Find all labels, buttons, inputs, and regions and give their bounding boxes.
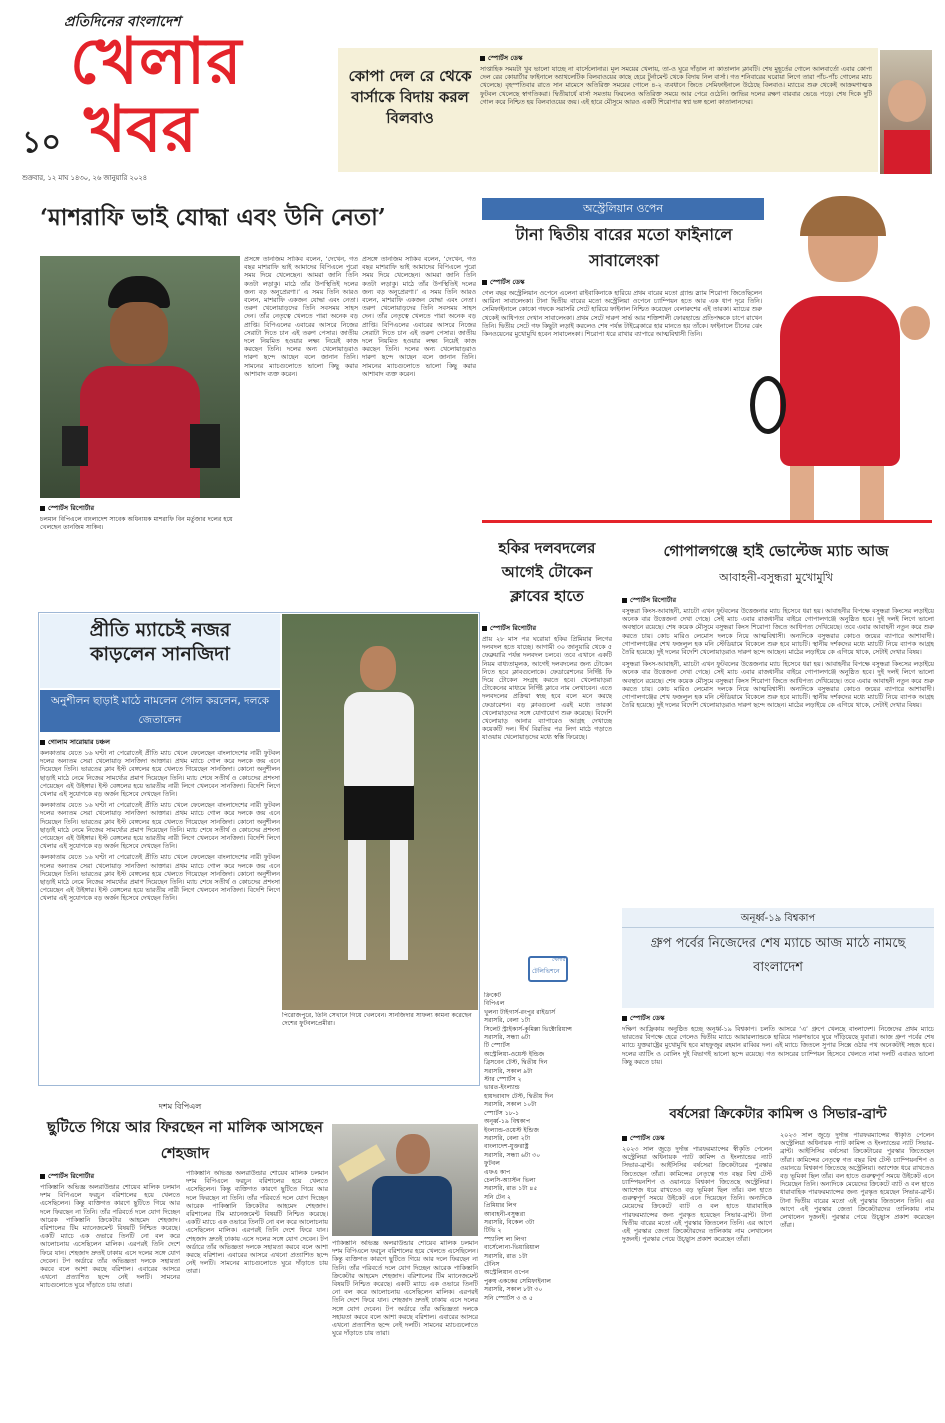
u19-article: স্পোর্টস ডেস্ক দক্ষিণ আফ্রিকায় অনুষ্ঠিত হচ্ছে অনূর্ধ্ব-১৯ বিশ্বকাপ। চলতি আসরে ‘এ’ গ্রুপে খেলছে বাংলাদেশ। নিজেদের প্রথম ম্যাচে ভারতের বিপক্ষে হেরে গেলেও দ্বিতীয় ম্যাচে আয়ারল্যান্ডকে হারিয়ে দারুণভাবে ঘুরে দাঁড়িয়েছে যুবারা। আজ গ্রুপ পর্বের শেষ ম্যাচে যুক্তরাষ্ট্রের মুখোমুখি হবে মাহফুজুর রহমান রাব্বির দল। এই ম্যাচে জিতলে সুপার সিক্সে ওঠার পথ অনেকটাই সহজ হবে। দলের ব্যাটিং ও বোলিং দুই বিভাগই ভালো ছন্দে রয়েছে। গত আসরের চ্যাম্পিয়ন হিসেবে খেলতে নামা দলটি এবারও ভালো কিছু করতে চায়।	[622, 1014, 934, 1066]
cummins-article-col2: ২০২৩ সাল জুড়ে দুর্দান্ত পারফরম্যান্সের স্বীকৃতি পেলেন অস্ট্রেলিয়া অধিনায়ক প্যাট কামিন্স ও ইংল্যান্ডের ন্যাট সিভার-ব্রান্ট। আইসিসির বর্ষসেরা ক্রিকেটারের পুরস্কার জিতেছেন তাঁরা। কামিন্সের নেতৃত্বে গত বছর বিশ্ব টেস্ট চ্যাম্পিয়নশিপ ও ওয়ানডে বিশ্বকাপ জিতেছে অস্ট্রেলিয়া। অ্যাশেজ ধরে রাখতেও বড় ভূমিকা ছিল তাঁর। বল হাতে গুরুত্বপূর্ণ সময়ে উইকেট এনে দিয়েছেন তিনি। অন্যদিকে মেয়েদের ক্রিকেটে ব্যাট ও বল হাতে ধারাবাহিক পারফরম্যান্সের জন্য পুরস্কৃত হয়েছেন সিভার-ব্রান্ট। টানা দ্বিতীয় বারের মতো এই পুরস্কার জিতলেন তিনি। এর আগে এই পুরস্কার জেতা ক্রিকেটারদের তালিকায় নাম লেখালেন দুজনই। পুরস্কার পেয়ে উচ্ছ্বাস প্রকাশ করেছেন তাঁরা।	[780, 1132, 934, 1230]
masthead-name-line2: খবর	[84, 93, 197, 167]
page-number: ১০	[22, 125, 61, 160]
sanjida-caption: পিরোজপুরে, তিনি সেখানে গিয়ে খেলবেন। সানজিদার সাফল্য কামনা করেছেন দেশের ফুটবলপ্রেমীরা।	[282, 1012, 472, 1027]
masthead	[22, 10, 332, 175]
cummins-article-col1: স্পোর্টস ডেস্ক ২০২৩ সাল জুড়ে দুর্দান্ত পারফরম্যান্সের স্বীকৃতি পেলেন অস্ট্রেলিয়া অধিনায়ক প্যাট কামিন্স ও ইংল্যান্ডের ন্যাট সিভার-ব্রান্ট। আইসিসির বর্ষসেরা ক্রিকেটারের পুরস্কার জিতেছেন তাঁরা। কামিন্সের নেতৃত্বে গত বছর বিশ্ব টেস্ট চ্যাম্পিয়নশিপ ও ওয়ানডে বিশ্বকাপ জিতেছে অস্ট্রেলিয়া। অ্যাশেজ ধরে রাখতেও বড় ভূমিকা ছিল তাঁর। বল হাতে গুরুত্বপূর্ণ সময়ে উইকেট এনে দিয়েছেন তিনি। অন্যদিকে মেয়েদের ক্রিকেটে ব্যাট ও বল হাতে ধারাবাহিক পারফরম্যান্সের জন্য পুরস্কৃত হয়েছেন সিভার-ব্রান্ট। টানা দ্বিতীয় বারের মতো এই পুরস্কার জিতলেন তিনি। এর আগে এই পুরস্কার জেতা ক্রিকেটারদের তালিকায় নাম লেখালেন দুজনই। পুরস্কার পেয়ে উচ্ছ্বাস প্রকাশ করেছেন তাঁরা।	[622, 1134, 772, 1244]
mashrafe-body-col3: প্রসঙ্গে তানজিম সাকিব বলেন, ‘দেখেন, গত বছর মাশরাফি ভাই আমাদের বিপিএলে পুরো সময় দিয়ে খেলেছেন। আমরা জানি তিনি কতটা লড়াকু। মাঠে তাঁর উপস্থিতিই দলের জন্য বড় অনুপ্রেরণা।’ এ সময় তিনি আরও বলেন, মাশরাফি একজন যোদ্ধা এবং নেতা। তরুণ খেলোয়াড়দের তিনি সবসময় সাহস দেন। তাঁর নেতৃত্বে খেলতে পারা অনেক বড় প্রাপ্তি। বিপিএলের এবারের আসরে নিজের সেরাটা দিতে চান এই তরুণ পেসার। জাতীয় দলে নিয়মিত হওয়ার লক্ষ্য নিয়েই কাজ করছেন তিনি। দলের অন্য খেলোয়াড়রাও দারুণ ছন্দে আছেন বলে জানান তিনি। সামনের ম্যাচগুলোতে ভালো কিছু করার আশাবাদ ব্যক্ত করেন।	[362, 256, 476, 378]
hockey-title: হকির দলবদলের আগেই টোকেন ক্লাবের হাতে	[498, 539, 596, 605]
sabalenka-title: টানা দ্বিতীয় বারের মতো ফাইনালে সাবালেংকা	[515, 225, 733, 270]
top-story-title: কোপা দেল রে থেকে বার্সাকে বিদায় করল বিলবাও	[348, 67, 472, 127]
shehzad-article-col2: পাকিস্তানি অভিজ্ঞ অলরাউন্ডার শোয়েব মালিক চলমান দশম বিপিএলে ফরচুন বরিশালের হয়ে খেলতে এসেছিলেন। কিন্তু ব্যক্তিগত কারণে ছুটিতে গিয়ে আর দলে ফিরছেন না তিনি। তাঁর পরিবর্তে দলে যোগ দিচ্ছেন আরেক পাকিস্তানি ক্রিকেটার আহমেদ শেহজাদ। বরিশালের টিম ম্যানেজমেন্ট বিষয়টি নিশ্চিত করেছে। একটি ম্যাচে এক ওভারে তিনটি নো বল করে আলোচনায় এসেছিলেন মালিক। এরপরই তিনি দেশে ফিরে যান। শেহজাদ দ্রুতই ঢাকায় এসে দলের সঙ্গে যোগ দেবেন। টপ অর্ডারে তাঁর অভিজ্ঞতা দলকে সহায়তা করবে বলে আশা করছে বরিশাল। এবারের আসরে এখনো প্রত্যাশিত ছন্দে নেই দলটি। সামনের ম্যাচগুলোতে ঘুরে দাঁড়াতে চায় তারা।	[186, 1170, 328, 1276]
cricket-bat-icon	[338, 1144, 385, 1182]
dateline: শুক্রবার, ১২ মাঘ ১৪৩০, ২৬ জানুয়ারি ২০২৪	[22, 174, 148, 182]
fixtures-header: খেলার টেলিভিশনে	[484, 954, 614, 986]
player-photo-tanzim	[40, 256, 240, 498]
tennis-racket-icon	[750, 376, 786, 434]
sanjida-subtitle: অনুশীলন ছাড়াই মাঠে নামলেন গোল করলেন, দলকে জেতালেন	[40, 690, 280, 732]
top-story-box	[338, 48, 878, 172]
publisher-logo: প্রতিদিনের বাংলাদেশ	[64, 14, 181, 30]
masthead-name-line1: খেলার	[70, 25, 243, 99]
player-photo-shehzad	[332, 1124, 478, 1236]
fixtures-list: ক্রিকেট বিপিএল খুলনা টাইগার্স-রংপুর রাইডার্স সরাসরি, বেলা ১টা সিলেট স্ট্রাইকার্স-কুমিল্লা ভিক্টোরিয়ান্স সরাসরি, সন্ধ্যা ৬টা টি স্পোর্টস অস্ট্রেলিয়া-ওয়েস্ট ইন্ডিজ ব্রিসবেন টেস্ট, দ্বিতীয় দিন সরাসরি, সকাল ৯টা স্টার স্পোর্টস ২ ভারত-ইংল্যান্ড হায়দরাবাদ টেস্ট, দ্বিতীয় দিন সরাসরি, সকাল ১০টা স্পোর্টস ১৮-১ অনূর্ধ্ব-১৯ বিশ্বকাপ ইংল্যান্ড-ওয়েস্ট ইন্ডিজ সরাসরি, বেলা ২টা বাংলাদেশ-যুক্তরাষ্ট্র সরাসরি, সন্ধ্যা ৬টা ৩০ ফুটবল এফএ কাপ চেলসি-অ্যাস্টন ভিলা সরাসরি, রাত ১টা ৪৫ সনি টেন ২ প্রিমিয়ার লিগ আবাহনী-বসুন্ধরা সরাসরি, বিকেল ৩টা টিভি ২ স্প্যানিশ লা লিগা বার্সেলোনা-ভিয়ারিয়াল সরাসরি, রাত ১টা টেনিস অস্ট্রেলিয়ান ওপেন পুরুষ এককের সেমিফাইনাল সরাসরি, সকাল ৮টা ৩০ সনি স্পোর্টস ৩ ও ৫	[484, 992, 573, 1302]
shehzad-article-col3: পাকিস্তানি অভিজ্ঞ অলরাউন্ডার শোয়েব মালিক চলমান দশম বিপিএলে ফরচুন বরিশালের হয়ে খেলতে এসেছিলেন। কিন্তু ব্যক্তিগত কারণে ছুটিতে গিয়ে আর দলে ফিরছেন না তিনি। তাঁর পরিবর্তে দলে যোগ দিচ্ছেন আরেক পাকিস্তানি ক্রিকেটার আহমেদ শেহজাদ। বরিশালের টিম ম্যানেজমেন্ট বিষয়টি নিশ্চিত করেছে। একটি ম্যাচে এক ওভারে তিনটি নো বল করে আলোচনায় এসেছিলেন মালিক। এরপরই তিনি দেশে ফিরে যান। শেহজাদ দ্রুতই ঢাকায় এসে দলের সঙ্গে যোগ দেবেন। টপ অর্ডারে তাঁর অভিজ্ঞতা দলকে সহায়তা করবে বলে আশা করছে বরিশাল। এবারের আসরে এখনো প্রত্যাশিত ছন্দে নেই দলটি। সামনের ম্যাচগুলোতে ঘুরে দাঁড়াতে চায় তারা।	[332, 1240, 478, 1338]
mashrafe-title: ‘মাশরাফি ভাই যোদ্ধা এবং উনি নেতা’	[40, 204, 386, 231]
mashrafe-body-col2: প্রসঙ্গে তানজিম সাকিব বলেন, ‘দেখেন, গত বছর মাশরাফি ভাই আমাদের বিপিএলে পুরো সময় দিয়ে খেলেছেন। আমরা জানি তিনি কতটা লড়াকু। মাঠে তাঁর উপস্থিতিই দলের জন্য বড় অনুপ্রেরণা।’ এ সময় তিনি আরও বলেন, মাশরাফি একজন যোদ্ধা এবং নেতা। তরুণ খেলোয়াড়দের তিনি সবসময় সাহস দেন। তাঁর নেতৃত্বে খেলতে পারা অনেক বড় প্রাপ্তি। বিপিএলের এবারের আসরে নিজের সেরাটা দিতে চান এই তরুণ পেসার। জাতীয় দলে নিয়মিত হওয়ার লক্ষ্য নিয়েই কাজ করছেন তিনি। দলের অন্য খেলোয়াড়রাও দারুণ ছন্দে আছেন বলে জানান তিনি। সামনের ম্যাচগুলোতে ভালো কিছু করার আশাবাদ ব্যক্ত করেন।	[244, 256, 358, 378]
player-photo-sabalenka	[880, 50, 932, 174]
sabalenka-kicker: অস্ট্রেলিয়ান ওপেন	[482, 198, 764, 220]
top-story-body: সাপ্তাহিক সময়টা খুব ভালো যাচ্ছে না বার্সেলোনার। মূল সময়ের খেলায়, তা-ও ঘুরে দাঁড়াল না কাতালান ক্লাবটি। শেষ মুহূর্তের গোলে আলবার্তো এবার কোপা দেল রের কোয়ার্টার ফাইনালে অ্যাথলেটিক বিলবাওয়ের কাছে হেরে টুর্নামেন্ট থেকে বিদায় নিল বার্সা। গত শনিবারের ঘরোয়া লিগে তারা পাঁচ-পাঁচ গোলের ম্যাচ খেলেছে। বৃহস্পতিবার রাতে সান মামেসে অতিরিক্ত সময়ের গোলে ৪-২ ব্যবধানে জিতে সেমিফাইনালে উঠেছে বিলবাও। ম্যাচের শুরু থেকেই আক্রমণাত্মক ফুটবল খেলেছে স্বাগতিকরা। দ্বিতীয়ার্ধে বার্সা সমতায় ফিরলেও অতিরিক্ত সময়ে আর পেরে ওঠেনি। জাভির দলের রক্ষণ বারবার ভেঙে পড়ে। শেষ দিকে দুটি গোল করে নিশ্চিত হয় বিলবাওয়ের জয়। এই হারে মৌসুমে আরও একটি শিরোপার স্বপ্ন ভঙ্গ হলো কাতালানদের।	[480, 66, 872, 106]
mashrafe-byline-cap: স্পোর্টস রিপোর্টার চলমান বিপিএলে বাংলাদেশ সাবেক অধিনায়ক মাশরাফি বিন মর্তুজার দলের হয়ে খেলছেন তানজিম সাকিব।	[40, 504, 233, 531]
gopalganj-article: স্পোর্টস রিপোর্টার বসুন্ধরা কিংস-আবাহনী, ম্যাচটা এখন ফুটবলের উত্তেজনার ম্যাচ হিসেবে ধরা হয়। আবাহনীর বিপক্ষে বসুন্ধরা কিংসের লড়াইয়ে অনেক বার উত্তেজনা দেখা গেছে। সেই ম্যাচ এবার রাজধানীর বাইরে গোপালগঞ্জে অনুষ্ঠিত হবে। দুই দলই লিগে ভালো অবস্থানে রয়েছে। শেষ কয়েক মৌসুমে বসুন্ধরা কিংস শিরোপা জিতে আধিপত্য দেখিয়েছে। তবে এবার আবাহনী নতুন করে শুরু করতে চায়। কোচ মারিও লেমোস দলকে নিয়ে আত্মবিশ্বাসী। অন্যদিকে বসুন্ধরার কোচও জয়ের ব্যাপারে আশাবাদী। গোপালগঞ্জের শেখ ফজলুল হক মনি স্টেডিয়ামে বিকেলে শুরু হবে ম্যাচটি। স্থানীয় দর্শকদের মধ্যে ম্যাচটি নিয়ে ব্যাপক আগ্রহ তৈরি হয়েছে। দুই দলের বিদেশি খেলোয়াড়রাও দারুণ ছন্দে আছেন। মাঠের লড়াইয়ে কে এগিয়ে থাকে, সেটাই দেখার বিষয়। বসুন্ধরা কিংস-আবাহনী, ম্যাচটা এখন ফুটবলের উত্তেজনার ম্যাচ হিসেবে ধরা হয়। আবাহনীর বিপক্ষে বসুন্ধরা কিংসের লড়াইয়ে অনেক বার উত্তেজনা দেখা গেছে। সেই ম্যাচ এবার রাজধানীর বাইরে গোপালগঞ্জে অনুষ্ঠিত হবে। দুই দলই লিগে ভালো অবস্থানে রয়েছে। শেষ কয়েক মৌসুমে বসুন্ধরা কিংস শিরোপা জিতে আধিপত্য দেখিয়েছে। তবে এবার আবাহনী নতুন করে শুরু করতে চায়। কোচ মারিও লেমোস দলকে নিয়ে আত্মবিশ্বাসী। অন্যদিকে বসুন্ধরার কোচও জয়ের ব্যাপারে আশাবাদী। গোপালগঞ্জের শেখ ফজলুল হক মনি স্টেডিয়ামে বিকেলে শুরু হবে ম্যাচটি। স্থানীয় দর্শকদের মধ্যে ম্যাচটি নিয়ে ব্যাপক আগ্রহ তৈরি হয়েছে। দুই দলের বিদেশি খেলোয়াড়রাও দারুণ ছন্দে আছেন। মাঠের লড়াইয়ে কে এগিয়ে থাকে, সেটাই দেখার বিষয়।	[622, 596, 934, 710]
shehzad-kicker: দশম বিপিএল	[158, 1102, 202, 1111]
shehzad-article-col1: স্পোর্টস রিপোর্টার পাকিস্তানি অভিজ্ঞ অলরাউন্ডার শোয়েব মালিক চলমান দশম বিপিএলে ফরচুন বরিশালের হয়ে খেলতে এসেছিলেন। কিন্তু ব্যক্তিগত কারণে ছুটিতে গিয়ে আর দলে ফিরছেন না তিনি। তাঁর পরিবর্তে দলে যোগ দিচ্ছেন আরেক পাকিস্তানি ক্রিকেটার আহমেদ শেহজাদ। বরিশালের টিম ম্যানেজমেন্ট বিষয়টি নিশ্চিত করেছে। একটি ম্যাচে এক ওভারে তিনটি নো বল করে আলোচনায় এসেছিলেন মালিক। এরপরই তিনি দেশে ফিরে যান। শেহজাদ দ্রুতই ঢাকায় এসে দলের সঙ্গে যোগ দেবেন। টপ অর্ডারে তাঁর অভিজ্ঞতা দলকে সহায়তা করবে বলে আশা করছে বরিশাল। এবারের আসরে এখনো প্রত্যাশিত ছন্দে নেই দলটি। সামনের ম্যাচগুলোতে ঘুরে দাঁড়াতে চায় তারা।	[40, 1172, 180, 1290]
u19-box	[622, 908, 934, 1008]
top-story-byline: স্পোর্টস ডেস্ক	[480, 52, 872, 64]
player-photo-sabalenka-large	[750, 196, 940, 522]
sabalenka-article: স্পোর্টস ডেস্ক গেল বছর অস্ট্রেলিয়ান ওপেনে এলেনা রাইবাকিনাকে হারিয়ে প্রথম বারের মতো গ্র্যান্ড স্ল্যাম শিরোপা জিতেছিলেন আরিনা সাবালেংকা। টানা দ্বিতীয় বারের মতো অস্ট্রেলিয়া ওপেনে চ্যাম্পিয়ন হতে আর এক ধাপ দূরে তিনি। সেমিফাইনালে কোকো গফকে সরাসরি সেটে হারিয়ে ফাইনাল নিশ্চিত করেছেন বেলারুশের এই তারকা। ম্যাচের শুরু থেকেই আধিপত্য দেখান সাবালেংকা। প্রথম সেটে দারুণ সার্ভ আর শক্তিশালী ফোরহ্যান্ডে প্রতিপক্ষকে চাপে রাখেন তিনি। দ্বিতীয় সেটে গফ কিছুটা লড়াই করলেও শেষ পর্যন্ত টাইব্রেকারে হার মানতে হয় তাঁকে। ফাইনালে চীনের ঝেং কিনওয়েনের মুখোমুখি হবেন সাবালেংকা। শিরোপা ধরে রাখার ব্যাপারে আত্মবিশ্বাসী তিনি।	[482, 278, 762, 339]
shehzad-title: ছুটিতে গিয়ে আর ফিরছেন না মালিক আসছেন শেহজাদ	[47, 1118, 323, 1162]
sanjida-title: প্রীতি ম্যাচেই নজর কাড়লেন সানজিদা	[89, 619, 231, 665]
mashrafe-headline	[40, 198, 480, 244]
sanjida-article: গোলাম সারোয়ার চঞ্চল কলকাতায় যেতে ১৬ ঘণ্টা না পেরোতেই প্রীতি ম্যাচ খেলে ফেলেছেন বাংলাদেশের নারী ফুটবল দলের অন্যতম সেরা খেলোয়াড় সানজিদা আক্তার। প্রথম ম্যাচে গোল করে দলকে জয় এনে দিয়েছেন তিনি। ভারতের ক্লাব ইস্ট বেঙ্গলের হয়ে খেলতে গিয়েছেন সানজিদা। কোনো অনুশীলন ছাড়াই মাঠে নেমে নিজের সামর্থ্যের প্রমাণ দিয়েছেন তিনি। ম্যাচ শেষে সতীর্থ ও কোচদের প্রশংসা পেয়েছেন এই উইঙ্গার। ইস্ট বেঙ্গলের হয়ে ভারতীয় নারী লিগে খেলবেন সানজিদা। বিদেশি লিগে খেলার এই সুযোগকে বড় অর্জন হিসেবে দেখছেন তিনি। কলকাতায় যেতে ১৬ ঘণ্টা না পেরোতেই প্রীতি ম্যাচ খেলে ফেলেছেন বাংলাদেশের নারী ফুটবল দলের অন্যতম সেরা খেলোয়াড় সানজিদা আক্তার। প্রথম ম্যাচে গোল করে দলকে জয় এনে দিয়েছেন তিনি। ভারতের ক্লাব ইস্ট বেঙ্গলের হয়ে খেলতে গিয়েছেন সানজিদা। কোনো অনুশীলন ছাড়াই মাঠে নেমে নিজের সামর্থ্যের প্রমাণ দিয়েছেন তিনি। ম্যাচ শেষে সতীর্থ ও কোচদের প্রশংসা পেয়েছেন এই উইঙ্গার। ইস্ট বেঙ্গলের হয়ে ভারতীয় নারী লিগে খেলবেন সানজিদা। বিদেশি লিগে খেলার এই সুযোগকে বড় অর্জন হিসেবে দেখছেন তিনি। কলকাতায় যেতে ১৬ ঘণ্টা না পেরোতেই প্রীতি ম্যাচ খেলে ফেলেছেন বাংলাদেশের নারী ফুটবল দলের অন্যতম সেরা খেলোয়াড় সানজিদা আক্তার। প্রথম ম্যাচে গোল করে দলকে জয় এনে দিয়েছেন তিনি। ভারতের ক্লাব ইস্ট বেঙ্গলের হয়ে খেলতে গিয়েছেন সানজিদা। কোনো অনুশীলন ছাড়াই মাঠে নেমে নিজের সামর্থ্যের প্রমাণ দিয়েছেন তিনি। ম্যাচ শেষে সতীর্থ ও কোচদের প্রশংসা পেয়েছেন এই উইঙ্গার। ইস্ট বেঙ্গলের হয়ে ভারতীয় নারী লিগে খেলবেন সানজিদা। বিদেশি লিগে খেলার এই সুযোগকে বড় অর্জন হিসেবে দেখছেন তিনি।	[40, 738, 280, 903]
hockey-article: স্পোর্টস রিপোর্টার প্রায় ২৮ মাস পর ঘরোয়া হকির প্রিমিয়ার লিগের দলবদল হতে যাচ্ছে। আগামী ৩০ জানুয়ারি থেকে ৫ ফেব্রুয়ারি পর্যন্ত দলবদল চলবে। তবে এখানে একটি নিয়ম বাধ্যতামূলক, আগেই দলবদলের জন্য টোকেন নিতে হবে ক্লাবগুলোকে। ফেডারেশনের নির্দিষ্ট ফি দিয়ে টোকেন সংগ্রহ করতে হবে। খেলোয়াড়রা টোকেনের মাধ্যমে নির্দিষ্ট ক্লাবে নাম লেখাবেন। এতে দলবদলের প্রক্রিয়া স্বচ্ছ হবে বলে মনে করছে ফেডারেশন। বড় ক্লাবগুলো এরই মধ্যে তারকা খেলোয়াড়দের সঙ্গে যোগাযোগ শুরু করেছে। বিদেশি খেলোয়াড় আনার ব্যাপারেও আগ্রহ দেখাচ্ছে কয়েকটি দল। দীর্ঘ বিরতির পর লিগ মাঠে গড়াতে যাওয়ায় খেলোয়াড়দের মধ্যে স্বস্তি ফিরেছে।	[482, 624, 612, 742]
red-rule	[482, 520, 932, 523]
u19-title: গ্রুপ পর্বের নিজেদের শেষ ম্যাচে আজ মাঠে নামছে বাংলাদেশ	[650, 936, 906, 975]
cummins-title: বর্ষসেরা ক্রিকেটার কামিন্স ও সিভার-ব্রান্ট	[669, 1106, 887, 1122]
sanjida-box-border	[38, 612, 480, 1086]
u19-kicker: অনূর্ধ্ব-১৯ বিশ্বকাপ	[622, 910, 934, 928]
gopalganj-subtitle: আবাহনী-বসুন্ধরা মুখোমুখি	[719, 571, 833, 584]
gopalganj-title: গোপালগঞ্জে হাই ভোল্টেজ ম্যাচ আজ	[663, 542, 889, 560]
